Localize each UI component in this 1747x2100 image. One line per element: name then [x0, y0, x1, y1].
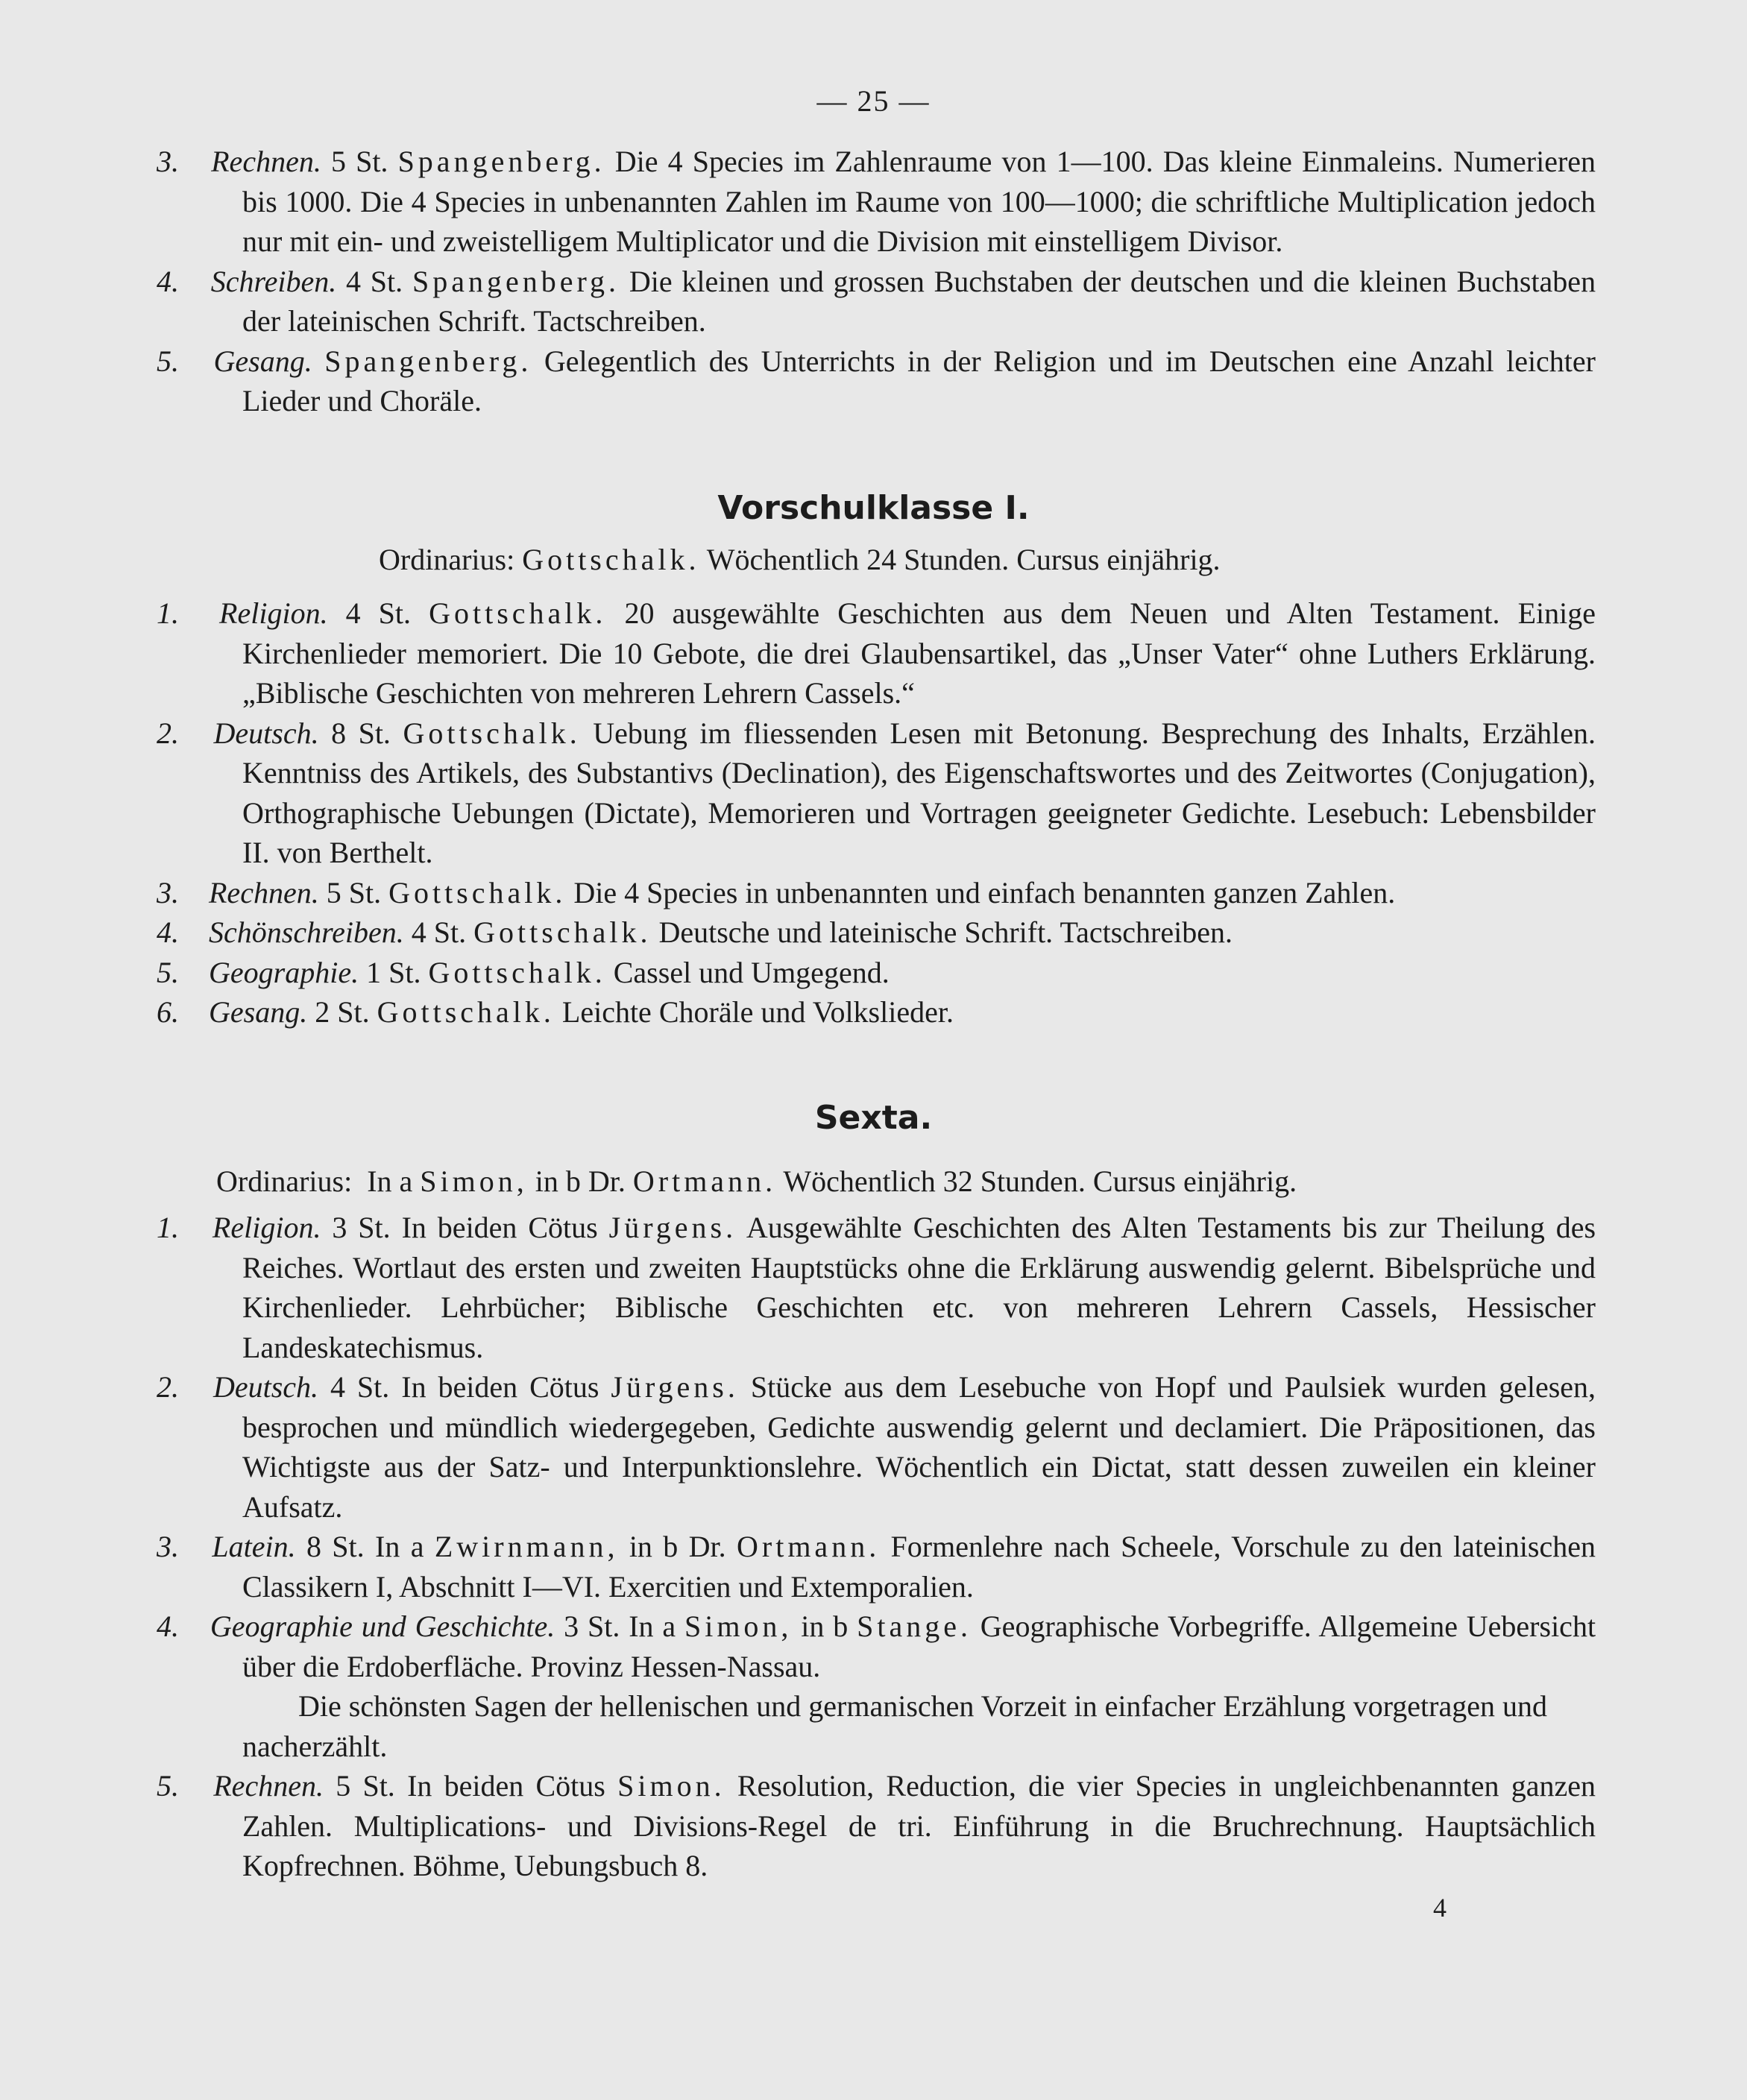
subject-label: Deutsch.: [213, 1370, 319, 1404]
subject-label: Schreiben.: [210, 264, 337, 298]
list-item: 1. Religion. 4 St. Gottschalk. 20 ausgewählte Geschichten aus dem Neuen und Alten Testament. Einige Kirchenlieder memoriert. Die 10 Gebote, die drei Glaubensartikel, das „Unser Vater“ ohne Luthers Erklärung. „Biblische Geschichten von mehreren Lehrern Cassels.“: [157, 596, 1596, 710]
sexta-section: [157, 1208, 1596, 1886]
list-item: 3. Latein. 8 St. In a Zwirnmann, in b Dr. Ortmann. Formenlehre nach Scheele, Vorschule zu den lateinischen Classikern I, Abschnitt I—VI. Exercitien und Extemporalien.: [157, 1530, 1596, 1604]
teacher-name: Gottschalk.: [377, 995, 555, 1029]
list-item: 1. Religion. 3 St. In beiden Cötus Jürgens. Ausgewählte Geschichten des Alten Testaments bis zur Theilung des Reiches. Wortlaut des ersten und zweiten Hauptstücks ohne die Erklärung auswendig gelernt. Bibelsprüche und Kirchenlieder. Lehrbücher; Biblische Geschichten etc. von mehreren Lehrern Cassels, Hessischer Landeskatechismus.: [157, 1211, 1596, 1364]
teacher-name: Jürgens.: [608, 1211, 737, 1244]
paragraph: Die schönsten Sagen der hellenischen und germanischen Vorzeit in einfacher Erzählung vorgetragen und nacherzählt.: [242, 1689, 1547, 1763]
teacher-name: Gottschalk.: [473, 915, 652, 949]
teacher-name: Spangenberg.: [324, 344, 532, 378]
list-item: 2. Deutsch. 4 St. In beiden Cötus Jürgens. Stücke aus dem Lesebuche von Hopf und Paulsiek wurden gelesen, besprochen und mündlich wiedergegeben, Gedichte auswendig gelernt und declamiert. Die Präpositionen, das Wichtigste aus der Satz- und Interpunktionslehre. Wöchentlich ein Dictat, statt dessen zuweilen ein kleiner Aufsatz.: [157, 1370, 1596, 1524]
subject-label: Rechnen.: [211, 145, 321, 178]
subject-label: Religion.: [212, 1211, 321, 1244]
subject-label: Rechnen.: [209, 875, 319, 909]
teacher-name: Spangenberg.: [412, 264, 620, 298]
list-item: 4. Schönschreiben. 4 St. Gottschalk. Deutsche und lateinische Schrift. Tactschreiben.: [157, 915, 1233, 949]
subject-label: Rechnen.: [213, 1769, 324, 1803]
signature-mark: 4: [1433, 1893, 1447, 1923]
teacher-name: Zwirnmann,: [434, 1530, 619, 1563]
vorschul-section: [157, 593, 1596, 1032]
teacher-name: Gottschalk.: [428, 955, 606, 989]
subject-label: Schönschreiben.: [209, 915, 404, 949]
list-item: 5. Gesang. Spangenberg. Gelegentlich des Unterrichts in der Religion und im Deutschen eine Anzahl leichter Lieder und Choräle.: [157, 344, 1596, 417]
teacher-name: Gottschalk.: [403, 716, 581, 750]
list-item: 5. Rechnen. 5 St. In beiden Cötus Simon. Resolution, Reduction, die vier Species in ungleichbenannten ganzen Zahlen. Multiplications- und Divisions-Regel de tri. Einführung in die Bruchrechnung. Hauptsächlich Kopfrechnen. Böhme, Uebungsbuch 8.: [157, 1769, 1596, 1882]
teacher-name: Gottschalk.: [388, 875, 567, 909]
list-item: 6. Gesang. 2 St. Gottschalk. Leichte Choräle und Volkslieder.: [157, 995, 954, 1029]
subject-label: Deutsch.: [213, 716, 319, 750]
section-heading-sexta: Sexta.: [814, 1099, 933, 1137]
page-number: — 25 —: [816, 84, 931, 118]
list-item: 5. Geographie. 1 St. Gottschalk. Cassel und Umgegend.: [157, 955, 890, 989]
list-item: 2. Deutsch. 8 St. Gottschalk. Uebung im fliessenden Lesen mit Betonung. Besprechung des Inhalts, Erzählen. Kenntniss des Artikels, des Substantivs (Declination), des Eigenschaftswortes und des Zeitwortes (Conjugation), Orthographische Uebungen (Dictate), Memorieren und Vortragen geeigneter Gedichte. Lesebuch: Lebensbilder II. von Berthelt.: [157, 716, 1596, 869]
subject-label: Gesang.: [209, 995, 308, 1029]
subject-label: Religion.: [219, 596, 328, 630]
subject-label: Geographie und Geschichte.: [210, 1609, 555, 1643]
teacher-name: Stange.: [857, 1609, 972, 1643]
teacher-name: Jürgens.: [611, 1370, 739, 1404]
teacher-name: Simon.: [617, 1769, 725, 1803]
list-item: 3. Rechnen. 5 St. Gottschalk. Die 4 Species in unbenannten und einfach benannten ganzen Zahlen.: [157, 875, 1396, 909]
teacher-name: Simon,: [684, 1609, 793, 1643]
subject-label: Gesang.: [213, 344, 312, 378]
ordinarius-line: Ordinarius: In a Simon, in b Dr. Ortmann. Wöchentlich 32 Stunden. Cursus einjährig.: [216, 1164, 1297, 1198]
list-item: 4. Schreiben. 4 St. Spangenberg. Die kleinen und grossen Buchstaben der deutschen und die kleinen Buchstaben der lateinischen Schrift. Tactschreiben.: [157, 264, 1596, 338]
section-heading-vorschulklasse: Vorschulklasse I.: [717, 489, 1030, 527]
ordinarius-line: Ordinarius: Gottschalk. Wöchentlich 24 Stunden. Cursus einjährig.: [379, 543, 1221, 576]
teacher-name: Ortmann.: [737, 1530, 881, 1563]
subject-label: Geographie.: [209, 955, 359, 989]
teacher-name: Gottschalk.: [429, 596, 607, 630]
list-item: 3. Rechnen. 5 St. Spangenberg. Die 4 Species im Zahlenraume von 1—100. Das kleine Einmaleins. Numerieren bis 1000. Die 4 Species in unbenannten Zahlen im Raume von 100—1000; die schriftliche Multiplication jedoch nur mit ein- und zweistelligem Multiplicator und die Division mit einstelligem Divisor.: [157, 145, 1596, 258]
teacher-name: Spangenberg.: [397, 145, 605, 178]
subject-label: Latein.: [212, 1530, 296, 1563]
top-section: [157, 142, 1596, 421]
list-item: 4. Geographie und Geschichte. 3 St. In a Simon, in b Stange. Geographische Vorbegriffe. Allgemeine Uebersicht über die Erdoberfläche. Provinz Hessen-Nassau.: [157, 1609, 1596, 1683]
